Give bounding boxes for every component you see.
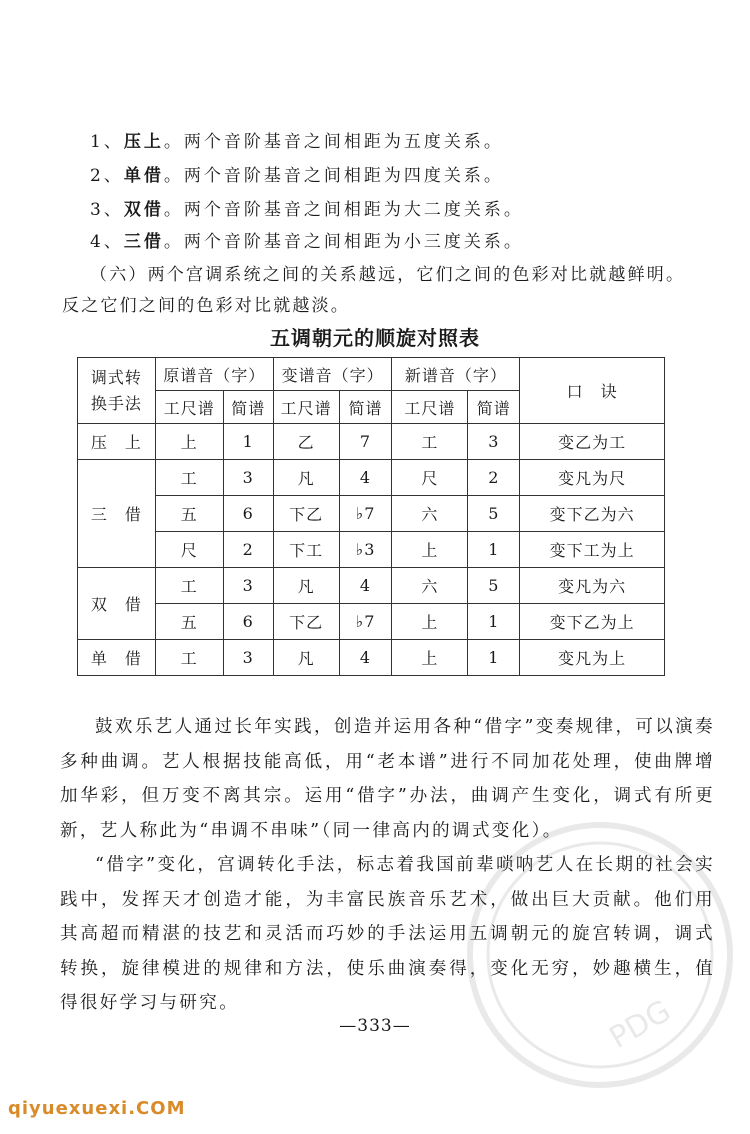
- cell-koujue: 变下工为上: [520, 532, 665, 568]
- subheader-gongche: 工尺谱: [392, 391, 468, 424]
- cell-orig-gongche: 上: [155, 424, 223, 460]
- list-number: 3、: [90, 200, 124, 220]
- table-row: [78, 496, 665, 532]
- list-term: 单借: [123, 166, 164, 186]
- table-caption: 五调朝元的顺旋对照表: [270, 326, 480, 350]
- cell-var-gongche: 凡: [273, 640, 339, 676]
- cell-var-jianpu: 4: [339, 640, 392, 676]
- site-logo: qiyuexuexi.COM: [8, 1098, 186, 1119]
- cell-new-gongche: 上: [392, 604, 468, 640]
- list-desc: 。两个音阶基音之间相距为五度关系。: [163, 132, 504, 152]
- cell-new-gongche: 尺: [392, 460, 468, 496]
- cell-orig-gongche: 工: [155, 460, 223, 496]
- list-term: 双借: [123, 200, 164, 220]
- cell-orig-jianpu: 6: [223, 496, 273, 532]
- para6-line1: （六）两个宫调系统之间的关系越远，它们之间的色彩对比就越鲜明。: [90, 265, 686, 285]
- body-paragraph-2: [60, 848, 715, 1021]
- cell-var-gongche: 下乙: [273, 496, 339, 532]
- cell-orig-gongche: 工: [155, 568, 223, 604]
- cell-orig-gongche: 工: [155, 640, 223, 676]
- cell-orig-jianpu: 3: [223, 568, 273, 604]
- list-number: 4、: [90, 232, 124, 252]
- cell-new-jianpu: 1: [468, 532, 520, 568]
- cell-new-jianpu: 5: [468, 496, 520, 532]
- cell-koujue: 变下乙为上: [520, 604, 665, 640]
- cell-new-jianpu: 1: [468, 604, 520, 640]
- list-item: [90, 130, 504, 154]
- list-item: [90, 164, 504, 188]
- cell-orig-gongche: 五: [155, 604, 223, 640]
- cell-new-jianpu: 5: [468, 568, 520, 604]
- subheader-jianpu: 简谱: [468, 391, 520, 424]
- list-item: [90, 230, 524, 254]
- list-number: 1、: [90, 132, 124, 152]
- cell-mode: 单 借: [78, 640, 156, 676]
- table-row: [78, 604, 665, 640]
- subheader-gongche: 工尺谱: [155, 391, 223, 424]
- cell-new-jianpu: 3: [468, 424, 520, 460]
- table-row: [78, 640, 665, 676]
- table-row: [78, 532, 665, 568]
- cell-orig-jianpu: 1: [223, 424, 273, 460]
- cell-var-jianpu: ♭7: [339, 496, 392, 532]
- cell-var-jianpu: ♭7: [339, 604, 392, 640]
- cell-koujue: 变凡为六: [520, 568, 665, 604]
- body-paragraph-2-text: “借字”变化，宫调转化手法，标志着我国前辈唢呐艺人在长期的社会实践中，发挥天才创造才能，为丰富民族音乐艺术，做出巨大贡献。他们用其高超而精湛的技艺和灵活而巧妙的手法运用五调朝元的旋宫转调，调式转换，旋律模进的规律和方法，使乐曲演奏得，变化无穷，妙趣横生，值得很好学习与研究。: [60, 855, 715, 1013]
- cell-var-jianpu: 4: [339, 460, 392, 496]
- cell-orig-jianpu: 3: [223, 640, 273, 676]
- table-row: [78, 424, 665, 460]
- cell-mode: 三 借: [78, 460, 156, 568]
- body-paragraph-1: [60, 710, 715, 848]
- list-item: [90, 198, 524, 222]
- cell-koujue: 变下乙为六: [520, 496, 665, 532]
- cell-var-gongche: 下乙: [273, 604, 339, 640]
- header-new: 新谱音（字）: [392, 358, 520, 391]
- cell-new-jianpu: 2: [468, 460, 520, 496]
- cell-var-gongche: 下工: [273, 532, 339, 568]
- cell-orig-gongche: 尺: [155, 532, 223, 568]
- subheader-gongche: 工尺谱: [273, 391, 339, 424]
- cell-var-gongche: 乙: [273, 424, 339, 460]
- cell-mode: 压 上: [78, 424, 156, 460]
- table-row: [78, 568, 665, 604]
- subheader-jianpu: 简谱: [223, 391, 273, 424]
- cell-orig-jianpu: 2: [223, 532, 273, 568]
- list-number: 2、: [90, 166, 124, 186]
- cell-orig-jianpu: 3: [223, 460, 273, 496]
- table-row: [78, 460, 665, 496]
- cell-orig-jianpu: 6: [223, 604, 273, 640]
- list-desc: 。两个音阶基音之间相距为四度关系。: [163, 166, 504, 186]
- watermark-text: PDG: [603, 993, 677, 1056]
- cell-new-gongche: 上: [392, 532, 468, 568]
- cell-var-gongche: 凡: [273, 568, 339, 604]
- cell-koujue: 变凡为尺: [520, 460, 665, 496]
- cell-orig-gongche: 五: [155, 496, 223, 532]
- para6-line2: 反之它们之间的色彩对比就越淡。: [62, 296, 350, 316]
- cell-var-gongche: 凡: [273, 460, 339, 496]
- list-term: 三借: [123, 232, 164, 252]
- header-variant: 变谱音（字）: [273, 358, 392, 391]
- page-number: —333—: [339, 1016, 411, 1036]
- header-mode: 调式转换手法: [78, 358, 156, 424]
- cell-new-gongche: 六: [392, 568, 468, 604]
- comparison-table: [77, 357, 665, 676]
- cell-mode: 双 借: [78, 568, 156, 640]
- list-desc: 。两个音阶基音之间相距为大二度关系。: [163, 200, 524, 220]
- cell-koujue: 变凡为上: [520, 640, 665, 676]
- list-desc: 。两个音阶基音之间相距为小三度关系。: [163, 232, 524, 252]
- cell-new-jianpu: 1: [468, 640, 520, 676]
- body-paragraph-1-text: 鼓欢乐艺人通过长年实践，创造并运用各种“借字”变奏规律，可以演奏多种曲调。艺人根据技能高低，用“老本谱”进行不同加花处理，使曲牌增加华彩，但万变不离其宗。运用“借字”办法，曲调产生变化，调式有所更新，艺人称此为“串调不串味”（同一律高内的调式变化）。: [60, 717, 715, 841]
- cell-koujue: 变乙为工: [520, 424, 665, 460]
- cell-new-gongche: 工: [392, 424, 468, 460]
- cell-new-gongche: 六: [392, 496, 468, 532]
- cell-var-jianpu: ♭3: [339, 532, 392, 568]
- cell-var-jianpu: 7: [339, 424, 392, 460]
- header-original: 原谱音（字）: [155, 358, 273, 391]
- subheader-jianpu: 简谱: [339, 391, 392, 424]
- cell-new-gongche: 上: [392, 640, 468, 676]
- cell-var-jianpu: 4: [339, 568, 392, 604]
- header-koujue: 口 诀: [520, 358, 665, 424]
- list-term: 压上: [123, 132, 164, 152]
